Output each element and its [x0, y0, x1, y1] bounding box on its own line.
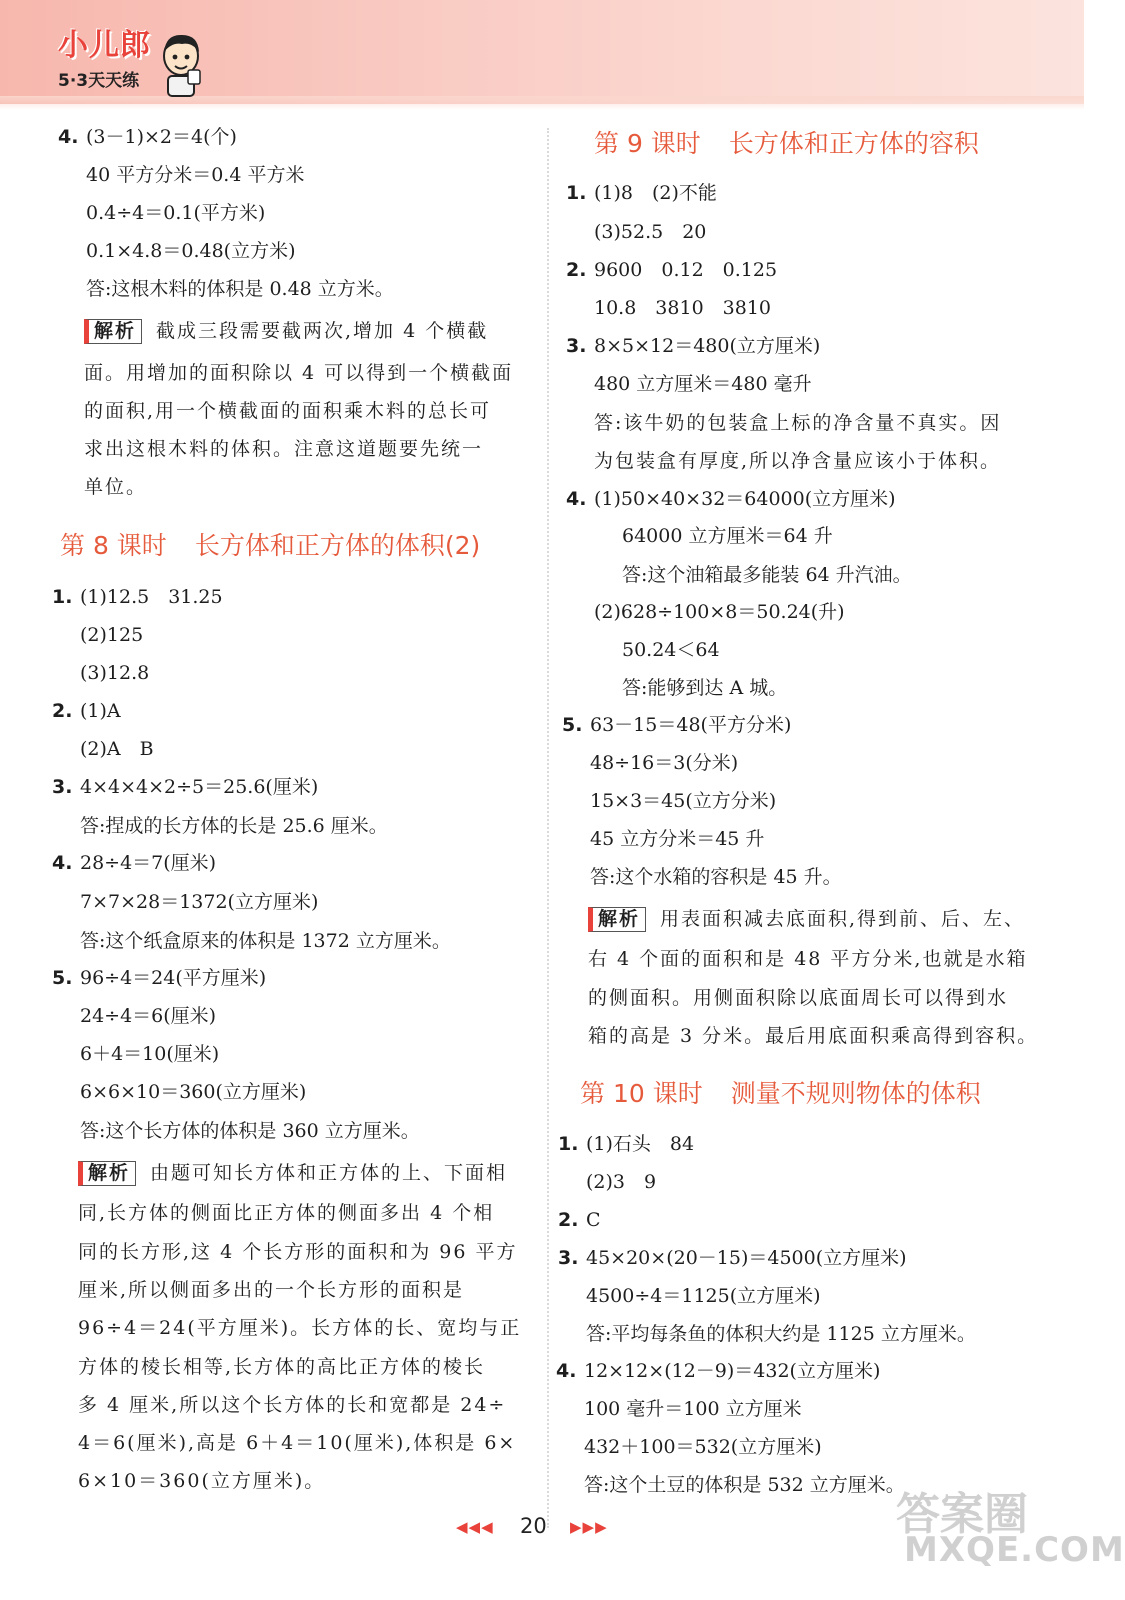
header-fade: [0, 96, 1084, 110]
analysis-text: 同,长方体的侧面比正方体的侧面多出 4 个相: [78, 1202, 495, 1224]
column-divider: [547, 128, 549, 1528]
analysis-paragraph: [84, 318, 488, 344]
answer-line: 为包装盒有厚度,所以净含量应该小于体积。: [594, 450, 1002, 472]
answer-line: (1)12.5 31.25: [80, 586, 223, 608]
analysis-paragraph: [588, 906, 1025, 932]
question-number: 1.: [566, 182, 587, 204]
analysis-text: 厘米,所以侧面多出的一个长方形的面积是: [78, 1279, 465, 1301]
answer-line: 答:该牛奶的包装盒上标的净含量不真实。因: [594, 412, 1002, 434]
analysis-text: 同的长方形,这 4 个长方形的面积和为 96 平方: [78, 1241, 518, 1263]
answer-line: 答:捏成的长方体的长是 25.6 厘米。: [80, 815, 388, 837]
answer-line: (3)12.8: [80, 662, 150, 684]
analysis-badge: 解析: [78, 1161, 136, 1186]
answer-line: 6＋4＝10(厘米): [80, 1043, 220, 1065]
answer-line: 答:这个水箱的容积是 45 升。: [590, 866, 842, 888]
logo-main-text: 小儿郎: [58, 28, 151, 63]
answer-line: 45 立方分米＝45 升: [590, 828, 765, 850]
lesson-title: 测量不规则物体的体积: [730, 1079, 981, 1108]
answer-line: 答:这个长方体的体积是 360 立方厘米。: [80, 1120, 420, 1142]
answer-line: 28÷4＝7(厘米): [80, 852, 217, 874]
question-number: 1.: [558, 1133, 579, 1155]
question-number: 2.: [52, 700, 73, 722]
answer-line: 40 平方分米＝0.4 平方米: [86, 164, 305, 186]
analysis-badge: 解析: [588, 907, 646, 932]
analysis-text: 方体的棱长相等,长方体的高比正方体的棱长: [78, 1356, 486, 1378]
answer-line: (2)3 9: [586, 1171, 657, 1193]
lesson-heading: [580, 1078, 981, 1110]
mascot-boy-icon: [158, 30, 204, 98]
analysis-text: 的侧面积。用侧面积除以底面周长可以得到水: [588, 987, 1009, 1009]
question-number: 3.: [566, 335, 587, 357]
answer-line: 24÷4＝6(厘米): [80, 1005, 217, 1027]
answer-line: 10.8 3810 3810: [594, 297, 772, 319]
analysis-text: 单位。: [84, 476, 148, 498]
question-number: 5.: [52, 967, 73, 989]
analysis-text: 箱的高是 3 分米。最后用底面积乘高得到容积。: [588, 1025, 1039, 1047]
answer-line: 答:这个纸盒原来的体积是 1372 立方厘米。: [80, 930, 451, 952]
watermark-logo: 答案圈: [896, 1489, 1028, 1540]
question-number: 3.: [558, 1247, 579, 1269]
analysis-text: 96÷4＝24(平方厘米)。长方体的长、宽均与正: [78, 1317, 522, 1339]
answer-line: 0.4÷4＝0.1(平方米): [86, 202, 266, 224]
analysis-text: 多 4 厘米,所以这个长方体的长和宽都是 24÷: [78, 1394, 507, 1416]
answer-line: 答:能够到达 A 城。: [622, 677, 788, 699]
right-arrows-icon: ▶▶▶: [570, 1518, 608, 1536]
answer-line: 7×7×28＝1372(立方厘米): [80, 891, 319, 913]
lesson-title: 长方体和正方体的体积(2): [194, 531, 481, 560]
question-number: 4.: [52, 852, 73, 874]
analysis-text: 求出这根木料的体积。注意这道题要先统一: [84, 438, 484, 460]
analysis-text: 用表面积减去底面积,得到前、后、左、: [660, 908, 1026, 930]
analysis-paragraph: [78, 1160, 507, 1186]
answer-line: 9600 0.12 0.125: [594, 259, 778, 281]
lesson-number: 第 10 课时: [580, 1079, 703, 1108]
answer-line: (2)125: [80, 624, 144, 646]
analysis-badge: 解析: [84, 319, 142, 344]
answer-line: (1)石头 84: [586, 1133, 695, 1155]
answer-line: 4500÷4＝1125(立方厘米): [586, 1285, 821, 1307]
answer-line: 50.24＜64: [622, 639, 720, 661]
question-number: 3.: [52, 776, 73, 798]
analysis-text: 6×10＝360(立方厘米)。: [78, 1470, 326, 1492]
page-number: 20: [520, 1514, 547, 1538]
answer-line: 6×6×10＝360(立方厘米): [80, 1081, 307, 1103]
question-number: 4.: [556, 1360, 577, 1382]
answer-line: 答:这根木料的体积是 0.48 立方米。: [86, 278, 394, 300]
answer-line: (2)628÷100×8＝50.24(升): [594, 601, 845, 623]
answer-line: 63－15＝48(平方分米): [590, 714, 792, 736]
answer-line: 480 立方厘米＝480 毫升: [594, 373, 812, 395]
answer-line: (1)A: [80, 700, 121, 722]
answer-line: 答:这个油箱最多能装 64 升汽油。: [622, 564, 912, 586]
answer-line: C: [586, 1209, 601, 1231]
answer-line: 12×12×(12－9)＝432(立方厘米): [584, 1360, 881, 1382]
answer-line: (2)A B: [80, 738, 154, 760]
question-number: 2.: [558, 1209, 579, 1231]
lesson-number: 第 8 课时: [60, 531, 167, 560]
question-number: 5.: [562, 714, 583, 736]
logo-sub-text: 5·3天天练: [58, 71, 140, 91]
answer-line: 64000 立方厘米＝64 升: [622, 525, 833, 547]
question-number: 1.: [52, 586, 73, 608]
answer-line: (3)52.5 20: [594, 221, 707, 243]
lesson-number: 第 9 课时: [594, 129, 701, 158]
answer-line: 45×20×(20－15)＝4500(立方厘米): [586, 1247, 907, 1269]
analysis-text: 右 4 个面的面积和是 48 平方分米,也就是水箱: [588, 948, 1028, 970]
answer-line: 答:这个土豆的体积是 532 立方厘米。: [584, 1474, 905, 1496]
answer-line: (3－1)×2＝4(个): [86, 126, 237, 148]
question-number: 4.: [566, 488, 587, 510]
brand-logo: [58, 28, 151, 91]
question-number: 2.: [566, 259, 587, 281]
answer-line: 96÷4＝24(平方厘米): [80, 967, 267, 989]
analysis-text: 的面积,用一个横截面的面积乘木料的总长可: [84, 400, 492, 422]
answer-line: 432＋100＝532(立方厘米): [584, 1436, 822, 1458]
answer-line: 48÷16＝3(分米): [590, 752, 739, 774]
answer-line: 0.1×4.8＝0.48(立方米): [86, 240, 296, 262]
lesson-heading: [60, 530, 480, 562]
analysis-text: 截成三段需要截两次,增加 4 个横截: [156, 320, 489, 342]
answer-line: 4×4×4×2÷5＝25.6(厘米): [80, 776, 319, 798]
answer-line: (1)8 (2)不能: [594, 182, 717, 204]
lesson-heading: [594, 128, 979, 160]
answer-line: 答:平均每条鱼的体积大约是 1125 立方厘米。: [586, 1323, 976, 1345]
answer-line: 100 毫升＝100 立方厘米: [584, 1398, 802, 1420]
lesson-title: 长方体和正方体的容积: [728, 129, 979, 158]
left-arrows-icon: ◀◀◀: [456, 1518, 494, 1536]
watermark-url: MXQE.COM: [904, 1530, 1125, 1570]
analysis-text: 面。用增加的面积除以 4 可以得到一个横截面: [84, 362, 514, 384]
question-number: 4.: [58, 126, 79, 148]
answer-line: (1)50×40×32＝64000(立方厘米): [594, 488, 896, 510]
answer-line: 8×5×12＝480(立方厘米): [594, 335, 821, 357]
analysis-text: 由题可知长方体和正方体的上、下面相: [150, 1162, 508, 1184]
analysis-text: 4＝6(厘米),高是 6＋4＝10(厘米),体积是 6×: [78, 1432, 517, 1454]
answer-line: 15×3＝45(立方分米): [590, 790, 777, 812]
